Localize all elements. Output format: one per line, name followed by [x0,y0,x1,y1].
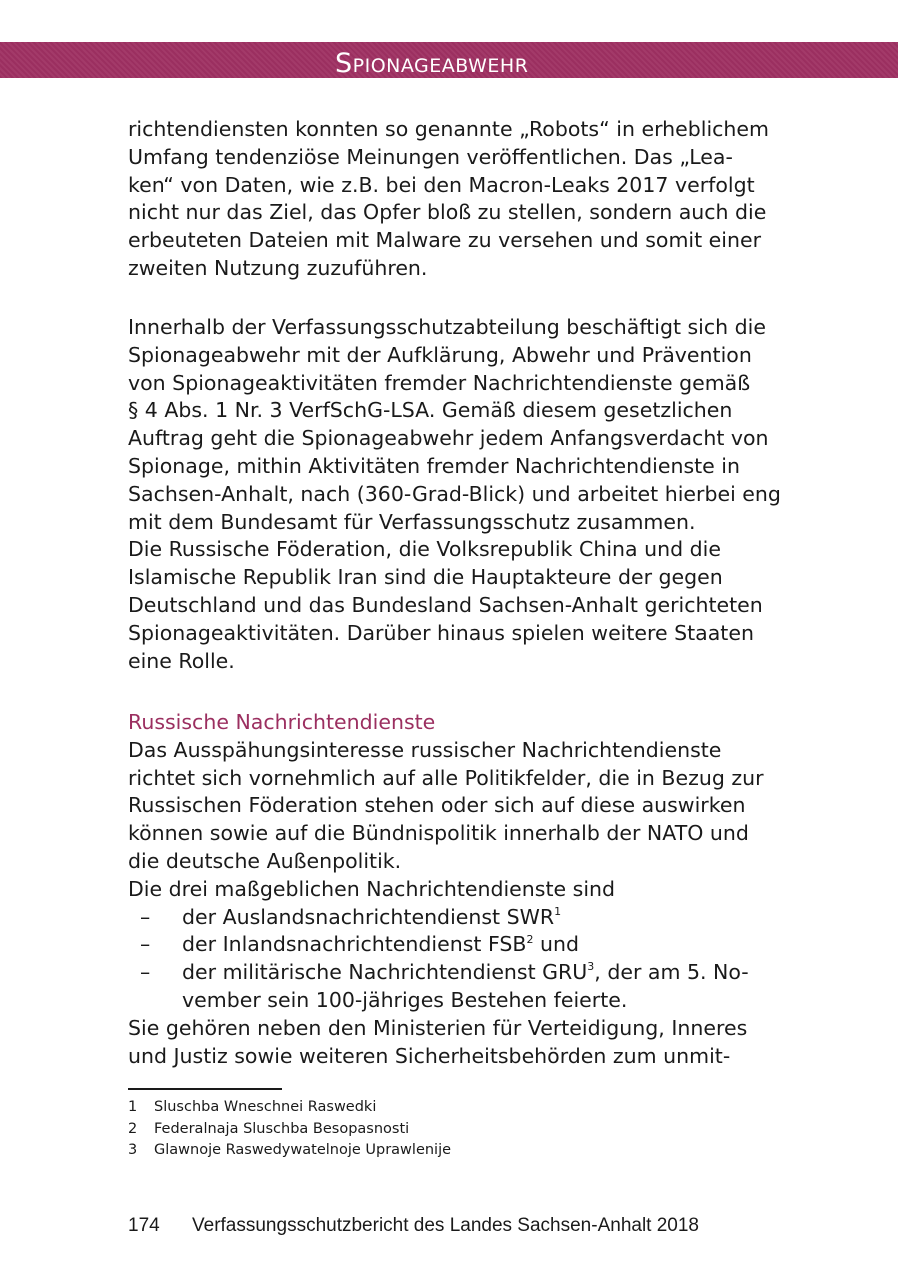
list-item-text: der militärische Nachrichtendienst GRU [182,960,588,985]
footnote-ref: 2 [526,932,534,946]
dash-bullet: – [140,932,151,957]
text-line: Spionageabwehr mit der Aufklärung, Abwehr und Prävention [128,342,752,367]
text-line: und Justiz sowie weiteren Sicherheitsbehörden zum unmit- [128,1043,731,1068]
text-line: eine Rolle. [128,648,235,673]
list-item [128,931,788,959]
publication-title: Verfassungsschutzbericht des Landes Sachsen-Anhalt 2018 [192,1215,699,1236]
text-line: Das Ausspähungsinteresse russischer Nachrichtendienste [128,737,722,762]
list-item [128,959,788,987]
text-line: erbeuteten Dateien mit Malware zu versehen und somit einer [128,228,762,253]
footnote-text: Glawnoje Raswedywatelnoje Uprawlenije [154,1142,452,1158]
list-item [128,904,788,932]
text-line: die deutsche Außenpolitik. [128,848,402,873]
text-line: mit dem Bundesamt für Verfassungsschutz zusammen. [128,509,696,534]
text-line: § 4 Abs. 1 Nr. 3 VerfSchG-LSA. Gemäß diesem gesetzlichen [128,398,733,423]
text-line: nicht nur das Ziel, das Opfer bloß zu stellen, sondern auch die [128,200,767,225]
footnote-number: 2 [128,1120,138,1137]
footnote-text: Sluschba Wneschnei Raswedki [154,1099,377,1115]
text-line: Die drei maßgeblichen Nachrichtendienste sind [128,876,616,901]
list-item-text: der Auslandsnachrichtendienst SWR [182,904,555,929]
section-title: Spionageabwehr [335,48,529,79]
footnote [128,1119,728,1141]
list-item-continuation: vember sein 100-jähriges Bestehen feierte. [182,987,628,1012]
text-line: Deutschland und das Bundesland Sachsen-Anhalt gerichteten [128,592,763,617]
paragraph-2 [128,314,788,675]
text-line: Innerhalb der Verfassungsschutzabteilung beschäftigt sich die [128,315,766,339]
text-line: Umfang tendenziöse Meinungen veröffentlichen. Das „Lea- [128,144,733,169]
list-item-text-after: , der am 5. No- [594,960,749,985]
footnote-ref: 1 [554,904,562,918]
section-russische-nachrichtendienste [128,709,788,1070]
footnote-text: Federalnaja Sluschba Besopasnosti [154,1120,410,1137]
subheading: Russische Nachrichtendienste [128,710,436,734]
text-line: Spionageaktivitäten. Darüber hinaus spielen weitere Staaten [128,620,754,645]
paragraph-1 [128,116,788,283]
dash-bullet: – [140,904,151,929]
footnote-divider [128,1088,282,1090]
footnote-number: 1 [128,1099,138,1115]
list-item-text-after: und [533,932,579,957]
list-item-text: der Inlandsnachrichtendienst FSB [182,932,527,957]
dash-bullet: – [140,960,151,985]
text-line: von Spionageaktivitäten fremder Nachrichtendienste gemäß [128,370,751,395]
text-line: Sie gehören neben den Ministerien für Verteidigung, Inneres [128,1015,748,1040]
text-line: können sowie auf die Bündnispolitik innerhalb der NATO und [128,821,749,846]
page-number: 174 [128,1215,160,1236]
footnote [128,1140,728,1162]
page-footer [128,1214,699,1238]
footnote-number: 3 [128,1142,138,1158]
text-line: Auftrag geht die Spionageabwehr jedem Anfangsverdacht von [128,426,769,451]
text-line: richtet sich vornehmlich auf alle Politikfelder, die in Bezug zur [128,765,764,790]
text-line: Islamische Republik Iran sind die Hauptakteure der gegen [128,565,723,590]
text-line: ken“ von Daten, wie z.B. bei den Macron-Leaks 2017 verfolgt [128,172,755,197]
footnote-ref: 3 [587,960,595,974]
footnote [128,1097,728,1119]
text-line: zweiten Nutzung zuzuführen. [128,255,428,280]
text-line: richtendiensten konnten so genannte „Robots“ in erheblichem [128,117,769,141]
text-line: Russischen Föderation stehen oder sich auf diese auswirken [128,793,746,818]
text-line: Spionage, mithin Aktivitäten fremder Nachrichtendienste in [128,453,740,478]
text-line: Sachsen-Anhalt, nach (360-Grad-Blick) und arbeitet hierbei eng [128,481,781,506]
text-line: Die Russische Föderation, die Volksrepublik China und die [128,537,721,562]
footnotes [128,1097,728,1162]
